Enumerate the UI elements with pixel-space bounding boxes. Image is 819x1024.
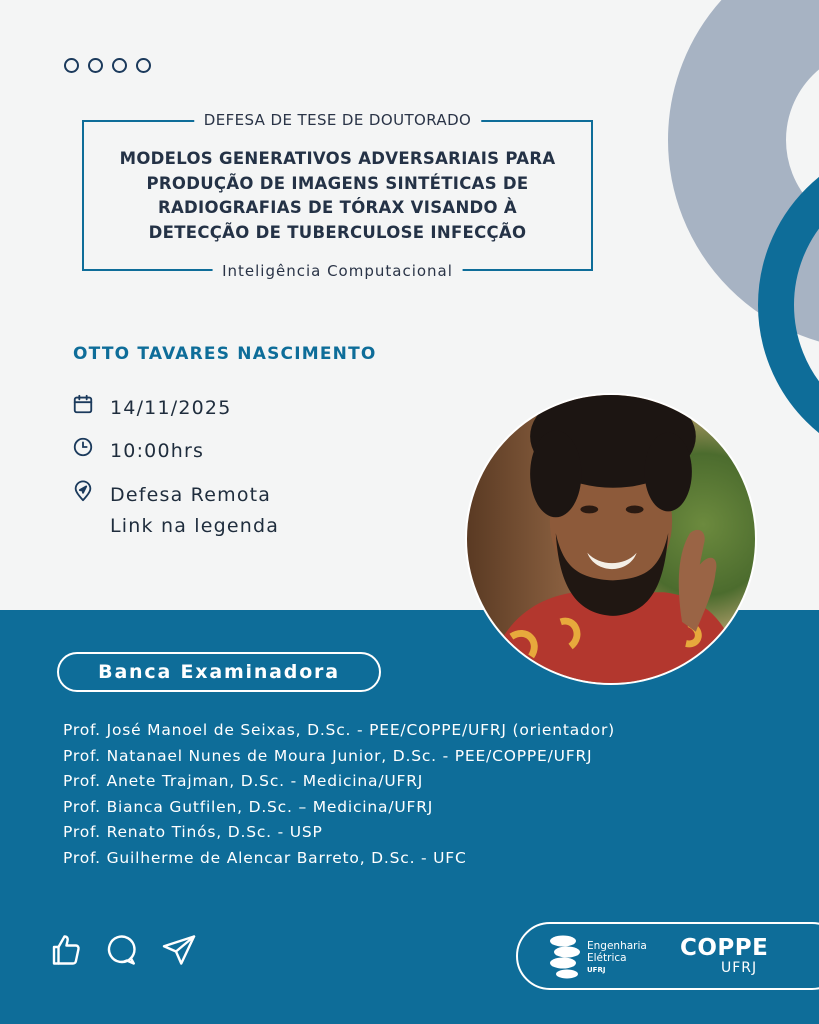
ufrj-logo-text: UFRJ xyxy=(721,960,758,976)
defense-time: 10:00hrs xyxy=(110,440,205,462)
board-member: Prof. Bianca Gutfilen, D.Sc. – Medicina/UFRJ xyxy=(63,797,434,816)
thesis-title-line: DETECÇÃO DE TUBERCULOSE INFECÇÃO xyxy=(148,222,527,242)
author-name: OTTO TAVARES NASCIMENTO xyxy=(73,344,377,364)
comment-icon[interactable] xyxy=(103,932,139,968)
thesis-title xyxy=(102,147,573,245)
defense-type-label: DEFESA DE TESE DE DOUTORADO xyxy=(194,111,482,129)
defense-location xyxy=(110,480,279,542)
location-row xyxy=(72,480,279,542)
logo-text-line: Engenharia xyxy=(587,940,647,952)
thesis-title-line: PRODUÇÃO DE IMAGENS SINTÉTICAS DE xyxy=(146,173,529,193)
board-member: Prof. Renato Tinós, D.Sc. - USP xyxy=(63,823,323,842)
engenharia-eletrica-wordmark xyxy=(587,940,647,976)
coppe-logo: COPPE xyxy=(680,935,769,961)
dot-indicator xyxy=(112,58,127,73)
thesis-title-line: MODELOS GENERATIVOS ADVERSARIAIS PARA xyxy=(119,149,556,168)
logo-text-line: UFRJ xyxy=(587,966,606,974)
clock-icon xyxy=(72,436,94,458)
time-row xyxy=(72,436,204,467)
calendar-icon xyxy=(72,393,94,415)
date-row xyxy=(72,393,232,424)
location-line: Link na legenda xyxy=(110,515,280,537)
engenharia-eletrica-logo xyxy=(549,934,583,980)
board-member: Prof. Guilherme de Alencar Barreto, D.Sc. - UFC xyxy=(63,848,467,867)
institution-logos xyxy=(516,922,819,990)
carousel-dots xyxy=(64,58,151,73)
board-member: Prof. Natanael Nunes de Moura Junior, D.Sc. - PEE/COPPE/UFRJ xyxy=(63,746,593,765)
dot-indicator xyxy=(88,58,103,73)
thesis-title-box xyxy=(82,111,593,280)
location-line: Defesa Remota xyxy=(110,484,272,506)
location-pin-icon xyxy=(72,480,94,502)
examining-board-title: Banca Examinadora xyxy=(57,652,381,692)
research-area-label: Inteligência Computacional xyxy=(212,262,463,280)
board-member: Prof. Anete Trajman, D.Sc. - Medicina/UFRJ xyxy=(63,772,424,791)
author-photo xyxy=(465,393,757,685)
dot-indicator xyxy=(64,58,79,73)
send-icon[interactable] xyxy=(161,932,197,968)
examining-board-list xyxy=(63,718,615,872)
dot-indicator xyxy=(136,58,151,73)
defense-date: 14/11/2025 xyxy=(110,397,232,419)
like-icon[interactable] xyxy=(48,932,84,968)
board-member: Prof. José Manoel de Seixas, D.Sc. - PEE/COPPE/UFRJ (orientador) xyxy=(63,721,615,739)
thesis-title-line: RADIOGRAFIAS DE TÓRAX VISANDO À xyxy=(157,198,517,217)
logo-text-line: Elétrica xyxy=(587,952,627,964)
author-portrait-illustration xyxy=(467,395,755,683)
